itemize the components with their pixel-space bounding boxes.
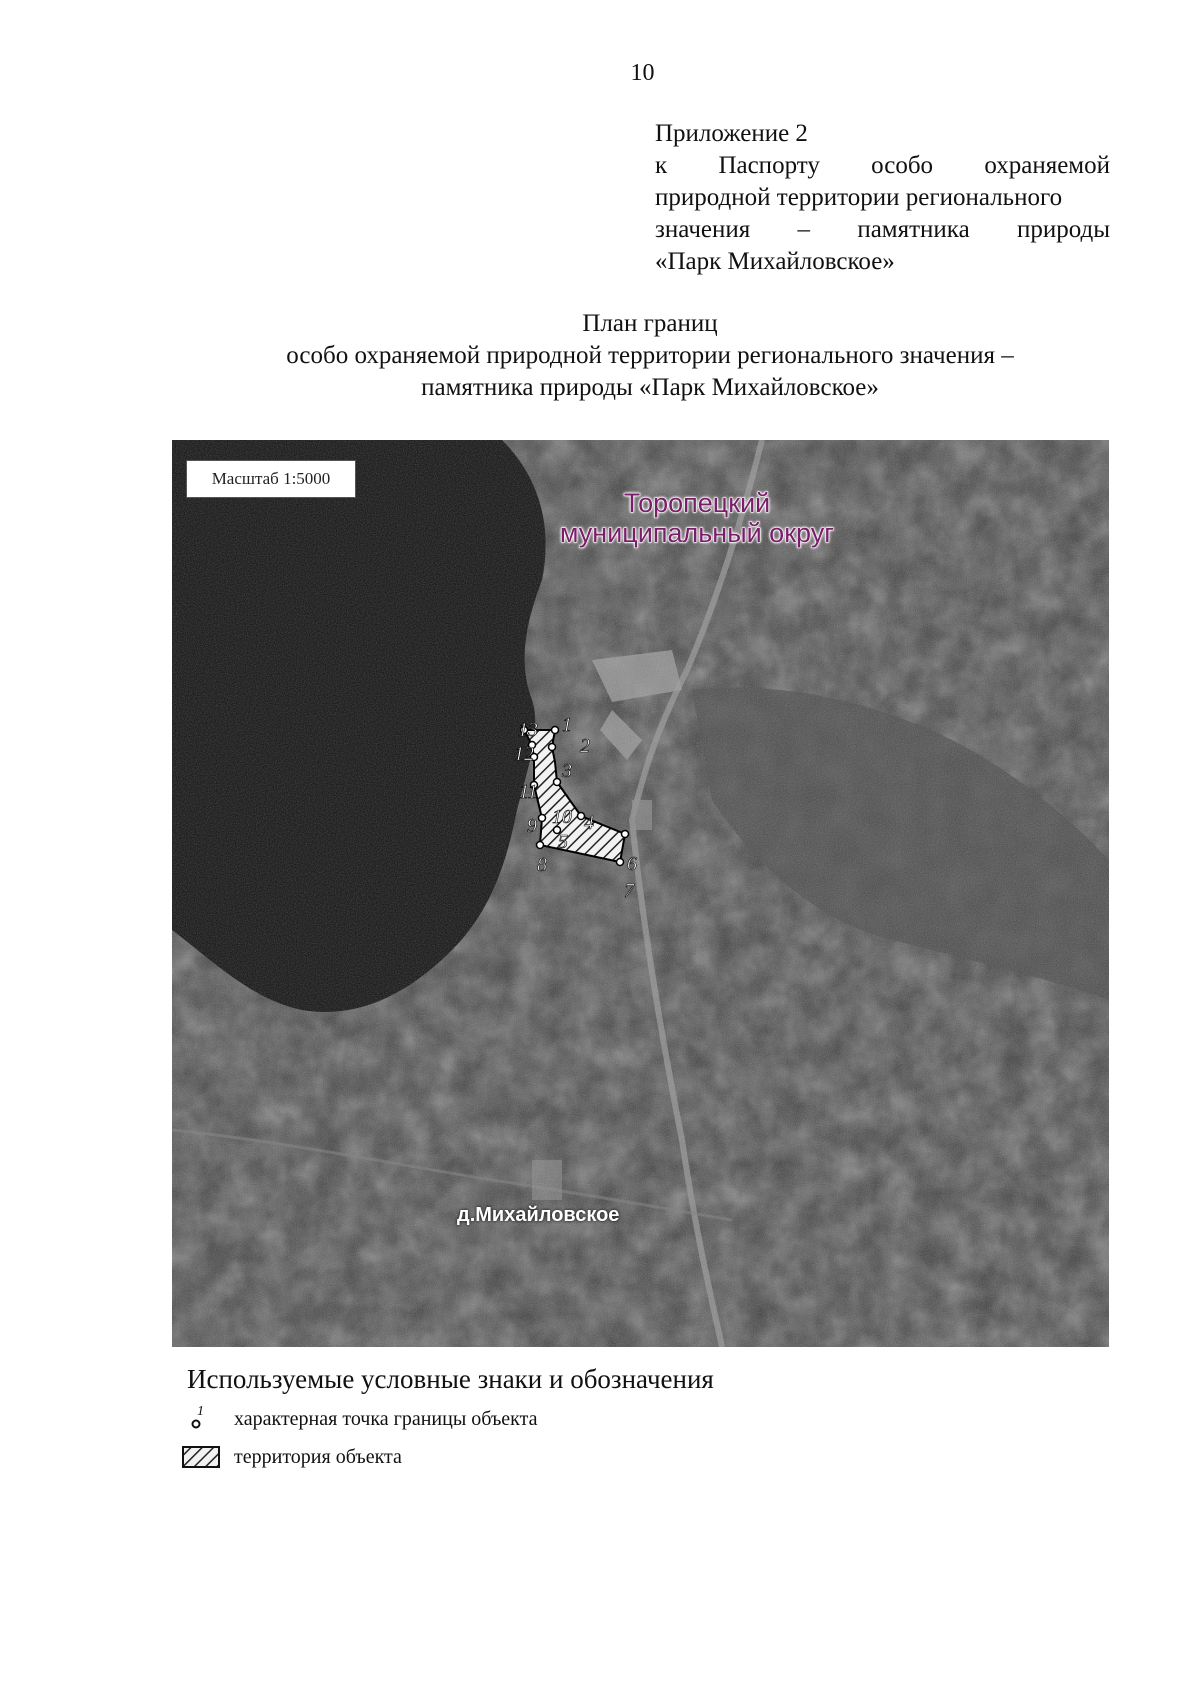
legend-point-number: 1 — [197, 1404, 204, 1419]
village-label: д.Михайловское — [457, 1204, 620, 1226]
title-line-2: особо охраняемой природной территории регионального значения – — [286, 342, 1014, 369]
point-label-1: 1 — [562, 714, 572, 736]
point-label-3: 3 — [562, 760, 572, 782]
appendix-line-4: значения – памятника природы — [655, 216, 1110, 243]
point-label-10: 10 — [552, 806, 572, 828]
title-line-1: План границ — [582, 310, 718, 337]
point-label-9: 9 — [527, 815, 537, 837]
point-label-11: 11 — [519, 781, 538, 803]
page-number: 10 — [630, 60, 655, 86]
appendix-header — [655, 118, 1110, 278]
legend-area-label: территория объекта — [234, 1446, 402, 1468]
point-label-7: 7 — [624, 880, 634, 902]
point-label-13: 13 — [518, 719, 538, 741]
appendix-line-2: к Паспорту особо охраняемой — [655, 152, 1110, 179]
point-label-8: 8 — [537, 854, 547, 876]
legend-point-label: характерная точка границы объекта — [234, 1408, 538, 1430]
point-label-4: 4 — [584, 812, 594, 834]
imagery-noise — [172, 440, 1109, 1347]
appendix-line-1: Приложение 2 — [655, 120, 808, 147]
point-label-2: 2 — [580, 735, 590, 757]
boundary-point-icon — [182, 1402, 222, 1430]
hatched-area-icon — [182, 1444, 222, 1472]
appendix-line-5: «Парк Михайловское» — [655, 248, 895, 275]
satellite-map — [172, 440, 1109, 1347]
district-label-line-2: муниципальный округ — [559, 518, 835, 548]
district-label-line-1: Торопецкий — [623, 488, 771, 518]
document-title — [150, 308, 1150, 404]
appendix-line-3: природной территории регионального — [655, 184, 1063, 211]
district-label — [532, 488, 862, 548]
point-label-12: 12 — [514, 743, 534, 765]
point-label-5: 5 — [558, 831, 568, 853]
title-line-3: памятника природы «Парк Михайловское» — [421, 374, 879, 401]
map-scale: Масштаб 1:5000 — [186, 460, 356, 498]
map-imagery — [172, 440, 1109, 1347]
point-label-6: 6 — [627, 853, 637, 875]
legend-title: Используемые условные знаки и обозначения — [187, 1364, 714, 1394]
